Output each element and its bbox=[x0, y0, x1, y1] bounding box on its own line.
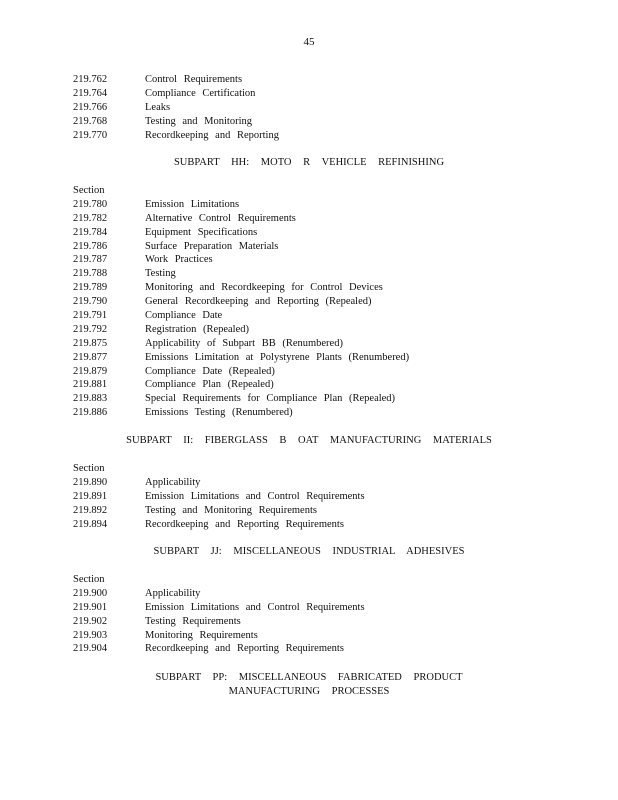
section-number: 219.877 bbox=[73, 351, 108, 363]
table-row bbox=[73, 226, 593, 240]
section-number: 219.875 bbox=[73, 337, 108, 349]
section-title: Equipment Specifications bbox=[145, 226, 258, 238]
section-title: Testing bbox=[145, 268, 176, 280]
table-row bbox=[73, 253, 593, 267]
subpart-ii-list bbox=[73, 462, 593, 531]
table-row bbox=[73, 629, 593, 643]
section-title: Recordkeeping and Reporting Requirements bbox=[145, 518, 344, 530]
section-title: Testing and Monitoring Requirements bbox=[145, 504, 317, 516]
table-row bbox=[73, 73, 593, 87]
section-title: Special Requirements for Compliance Plan (Repealed) bbox=[145, 393, 396, 405]
section-title: Work Practices bbox=[145, 254, 213, 266]
section-number: 219.900 bbox=[73, 587, 108, 599]
table-row bbox=[73, 490, 593, 504]
section-number: 219.786 bbox=[73, 240, 108, 252]
table-row bbox=[73, 309, 593, 323]
section-number: 219.883 bbox=[73, 393, 108, 405]
subpart-hh-list bbox=[73, 184, 593, 420]
section-title: Emission Limitations and Control Requirements bbox=[145, 490, 365, 502]
section-title: Applicability bbox=[145, 476, 201, 488]
table-row bbox=[73, 378, 593, 392]
section-title: Compliance Certification bbox=[145, 87, 256, 99]
section-number: 219.789 bbox=[73, 282, 108, 294]
table-row bbox=[73, 267, 593, 281]
table-row bbox=[73, 337, 593, 351]
section-title: Testing Requirements bbox=[145, 615, 241, 627]
section-number: 219.879 bbox=[73, 365, 108, 377]
section-title: Applicability of Subpart BB (Renumbered) bbox=[145, 337, 343, 349]
table-row bbox=[73, 504, 593, 518]
table-row bbox=[73, 392, 593, 406]
table-row bbox=[73, 365, 593, 379]
table-row bbox=[73, 295, 593, 309]
section-number: 219.886 bbox=[73, 407, 108, 419]
section-number: 219.903 bbox=[73, 629, 108, 641]
table-row bbox=[73, 198, 593, 212]
table-row bbox=[73, 601, 593, 615]
table-row bbox=[73, 240, 593, 254]
section-number: 219.894 bbox=[73, 518, 108, 530]
section-title: Emission Limitations and Control Requirements bbox=[145, 601, 365, 613]
section-number: 219.902 bbox=[73, 615, 108, 627]
section-title: Applicability bbox=[145, 587, 201, 599]
table-row bbox=[73, 518, 593, 532]
subpart-jj-list bbox=[73, 573, 593, 656]
section-list-continued bbox=[73, 73, 593, 142]
section-number: 219.790 bbox=[73, 296, 108, 308]
section-number: 219.788 bbox=[73, 268, 108, 280]
table-row bbox=[73, 87, 593, 101]
section-number: 219.901 bbox=[73, 601, 108, 613]
section-title: Emission Limitations bbox=[145, 198, 240, 210]
section-title: Leaks bbox=[145, 101, 171, 113]
subpart-pp-heading: SUBPART PP: MISCELLANEOUS FABRICATED PRODUCT bbox=[155, 672, 463, 683]
table-row bbox=[73, 323, 593, 337]
section-number: 219.792 bbox=[73, 323, 108, 335]
section-title: Compliance Date bbox=[145, 310, 223, 322]
section-number: 219.791 bbox=[73, 310, 108, 322]
section-number: 219.787 bbox=[73, 254, 108, 266]
subpart-jj-heading: SUBPART JJ: MISCELLANEOUS INDUSTRIAL ADHESIVES bbox=[153, 546, 465, 557]
section-label: Section bbox=[73, 185, 105, 196]
table-row bbox=[73, 351, 593, 365]
section-title: Control Requirements bbox=[145, 74, 243, 85]
subpart-ii-heading: SUBPART II: FIBERGLASS B OAT MANUFACTURING MATERIALS bbox=[126, 435, 492, 446]
section-title: Recordkeeping and Reporting bbox=[145, 129, 279, 141]
section-title: Monitoring and Recordkeeping for Control Devices bbox=[145, 282, 383, 294]
section-title: Emissions Limitation at Polystyrene Plants (Renumbered) bbox=[145, 351, 410, 363]
table-row bbox=[73, 115, 593, 129]
section-number: 219.892 bbox=[73, 504, 108, 516]
section-number: 219.881 bbox=[73, 379, 108, 391]
section-title: Monitoring Requirements bbox=[145, 629, 258, 641]
table-row bbox=[73, 406, 593, 420]
section-title: Compliance Plan (Repealed) bbox=[145, 379, 274, 391]
page-number: 45 bbox=[303, 36, 315, 48]
section-title: Alternative Control Requirements bbox=[145, 212, 296, 224]
table-row bbox=[73, 642, 593, 656]
section-number: 219.768 bbox=[73, 115, 108, 127]
section-number: 219.782 bbox=[73, 212, 108, 224]
section-number: 219.784 bbox=[73, 226, 108, 238]
subpart-pp-heading-continued: MANUFACTURING PROCESSES bbox=[228, 686, 390, 697]
section-title: Emissions Testing (Renumbered) bbox=[145, 407, 293, 419]
section-number: 219.764 bbox=[73, 87, 108, 99]
section-title: Testing and Monitoring bbox=[145, 115, 253, 127]
section-title: Registration (Repealed) bbox=[145, 323, 250, 335]
subpart-hh-heading: SUBPART HH: MOTO R VEHICLE REFINISHING bbox=[173, 157, 445, 168]
section-number: 219.780 bbox=[73, 198, 108, 210]
section-title: Surface Preparation Materials bbox=[145, 240, 279, 252]
table-row bbox=[73, 101, 593, 115]
section-label: Section bbox=[73, 463, 105, 474]
section-number: 219.890 bbox=[73, 476, 108, 488]
section-title: General Recordkeeping and Reporting (Repealed) bbox=[145, 296, 372, 308]
table-row bbox=[73, 212, 593, 226]
table-row bbox=[73, 281, 593, 295]
section-number: 219.891 bbox=[73, 490, 108, 502]
table-row bbox=[73, 587, 593, 601]
section-title: Recordkeeping and Reporting Requirements bbox=[145, 643, 344, 655]
table-row bbox=[73, 129, 593, 143]
table-row bbox=[73, 615, 593, 629]
section-title: Compliance Date (Repealed) bbox=[145, 365, 275, 377]
section-number: 219.770 bbox=[73, 129, 108, 141]
section-label: Section bbox=[73, 574, 105, 585]
section-number: 219.766 bbox=[73, 101, 108, 113]
table-row bbox=[73, 476, 593, 490]
section-number: 219.762 bbox=[73, 74, 108, 85]
section-number: 219.904 bbox=[73, 643, 108, 655]
